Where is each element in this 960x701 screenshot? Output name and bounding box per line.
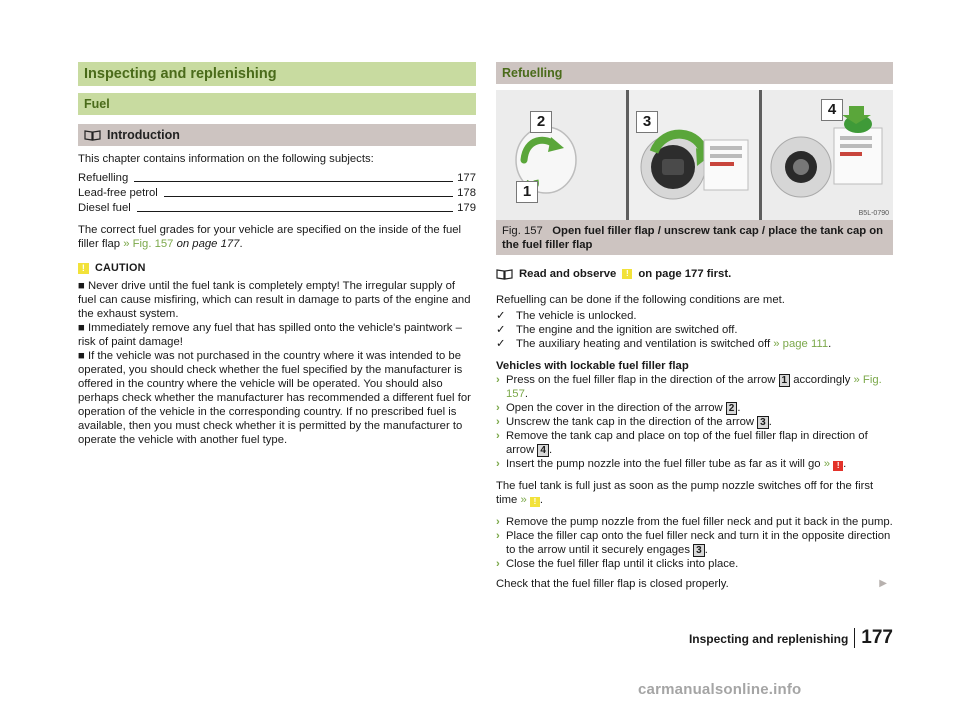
step-body: .: [768, 416, 772, 428]
step-body: .: [548, 444, 553, 456]
fig-page-ref: on page 177: [173, 238, 240, 250]
fig-reference-link[interactable]: » Fig. 157: [506, 374, 882, 400]
step-arrow-icon: ›: [496, 530, 500, 542]
condition-text: The vehicle is unlocked.: [516, 310, 637, 322]
check-icon: ✓: [496, 310, 506, 322]
left-column: [78, 62, 476, 447]
step-arrow-icon: ›: [496, 402, 500, 414]
watermark: carmanualsonline.info: [638, 681, 802, 698]
check-icon: ✓: [496, 324, 506, 336]
step-body: Press on the fuel filler flap in the direction of the arrow: [506, 374, 779, 386]
sentence-end: .: [843, 458, 847, 470]
page-reference-link[interactable]: » page 111: [773, 338, 829, 350]
arrow-number-badge: 3: [757, 416, 769, 429]
figure-number: Fig. 157: [502, 225, 543, 237]
book-icon: [84, 129, 101, 141]
steps-list: [496, 373, 893, 471]
read-observe-note: [496, 267, 893, 281]
page-footer: [689, 628, 893, 648]
warning-reference-link[interactable]: »: [823, 458, 831, 470]
toc-row[interactable]: [78, 200, 476, 215]
sentence-end: .: [524, 388, 528, 400]
sentence-end: .: [828, 338, 832, 350]
step-text: [506, 415, 772, 429]
list-item: [496, 373, 893, 401]
arrow-number-badge: 3: [693, 544, 705, 557]
caution-warning-icon[interactable]: !: [622, 269, 632, 279]
check-closed-body: Check that the fuel filler flap is closed properly.: [496, 578, 729, 590]
figure-caption: [496, 220, 893, 255]
fig-reference-link[interactable]: » Fig. 157: [123, 238, 174, 250]
list-item: [496, 401, 893, 415]
section-title: Inspecting and replenishing: [78, 62, 476, 86]
toc-label: Diesel fuel: [78, 202, 131, 214]
caution-warning-icon: !: [78, 263, 89, 274]
condition-text: The engine and the ignition are switched off.: [516, 324, 738, 336]
step-text: [506, 373, 893, 401]
read-suffix: on page 177 first.: [638, 268, 732, 280]
tank-full-text: [496, 479, 893, 507]
step-arrow-icon: ›: [496, 430, 500, 442]
toc-row[interactable]: [78, 170, 476, 185]
callout-label-2: 2: [530, 111, 552, 133]
step-arrow-icon: ›: [496, 516, 500, 528]
right-column: [496, 62, 893, 591]
list-item: [496, 323, 893, 337]
sentence-end: .: [239, 238, 243, 250]
caution-list: [78, 279, 476, 447]
toc-page: 177: [457, 172, 476, 184]
list-item: [496, 529, 893, 557]
list-item: [496, 415, 893, 429]
step-body: Remove the tank cap and place on top of the fuel filler flap in direction of arrow: [506, 430, 868, 456]
caution-reference-link[interactable]: »: [520, 494, 527, 506]
toc-leader: [137, 211, 453, 212]
step-text: [506, 457, 846, 471]
step-body: Insert the pump nozzle into the fuel filler tube as far as it will go: [506, 458, 824, 470]
condition-text: The auxiliary heating and ventilation is switched off: [516, 338, 774, 350]
intro-header: [78, 124, 476, 146]
toc-label: Lead-free petrol: [78, 187, 158, 199]
sentence-end: .: [539, 494, 544, 506]
continue-arrow-icon: ▶: [879, 578, 887, 589]
toc-list: [78, 170, 476, 215]
toc-leader: [164, 196, 453, 197]
step-arrow-icon: ›: [496, 374, 500, 386]
figure-caption-text: Open fuel filler flap / unscrew tank cap / place the tank cap on the fuel filler flap: [502, 225, 884, 251]
arrow-number-badge: 2: [726, 402, 738, 415]
caution-label: CAUTION: [95, 262, 146, 274]
caution-item: ■ Never drive until the fuel tank is completely empty! The irregular supply of fuel can cause misfiring, which can result in damage to parts of the engine and the exhaust system.: [78, 280, 471, 320]
step-text: [506, 429, 893, 457]
list-item: [496, 429, 893, 457]
step-body: Place the filler cap onto the fuel filler neck and turn it in the opposite direction to the arrow until it securely engages: [506, 530, 891, 556]
callout-label-4: 4: [821, 99, 843, 121]
intro-text: This chapter contains information on the following subjects:: [78, 153, 374, 165]
toc-row[interactable]: [78, 185, 476, 200]
list-item: [496, 337, 893, 351]
check-icon: ✓: [496, 338, 506, 350]
fuel-grades-body: The correct fuel grades for your vehicle are specified on the inside of the fuel filler flap: [78, 224, 462, 250]
callout-label-1: 1: [516, 181, 538, 203]
caution-header: [78, 261, 476, 275]
step-body: .: [737, 402, 741, 414]
list-item: [496, 309, 893, 323]
tank-full-body: The fuel tank is full just as soon as the pump nozzle switches off for the first time: [496, 480, 874, 506]
conditions-list: [496, 309, 893, 351]
arrow-number-badge: 4: [537, 444, 549, 457]
toc-label: Refuelling: [78, 172, 129, 184]
step-body: accordingly: [790, 374, 854, 386]
intro-title: Introduction: [107, 128, 180, 142]
figure-code: B5L-0790: [858, 210, 889, 217]
fuel-flap-figure: [496, 90, 893, 220]
step-body: Open the cover in the direction of the arrow: [506, 402, 726, 414]
book-icon: [496, 268, 513, 280]
list-item: [496, 457, 893, 471]
list-item: [496, 557, 893, 571]
toc-leader: [134, 181, 453, 182]
callout-label-3: 3: [636, 111, 658, 133]
step-body: .: [704, 544, 708, 556]
warning-icon[interactable]: !: [833, 461, 843, 471]
arrow-number-badge: 1: [779, 374, 791, 387]
footer-title: Inspecting and replenishing: [688, 632, 849, 646]
subsection-title: Fuel: [78, 93, 476, 115]
fuel-grades-text: [78, 223, 476, 251]
step-text: [506, 401, 741, 415]
caution-item: ■ Immediately remove any fuel that has spilled onto the vehicle's paintwork – risk of paint damage!: [78, 322, 462, 348]
step-arrow-icon: ›: [496, 458, 500, 470]
read-prefix: Read and observe: [519, 268, 617, 280]
list-item: [496, 515, 893, 529]
conditions-intro: Refuelling can be done if the following conditions are met.: [496, 294, 785, 306]
check-closed-text: [496, 577, 893, 591]
toc-page: 179: [457, 202, 476, 214]
toc-page: 178: [457, 187, 476, 199]
steps-list-2: [496, 515, 893, 571]
lockable-heading: Vehicles with lockable fuel filler flap: [496, 360, 689, 372]
step-text: Close the fuel filler flap until it clicks into place.: [506, 558, 739, 570]
step-arrow-icon: ›: [496, 558, 500, 570]
step-arrow-icon: ›: [496, 416, 500, 428]
step-text: [506, 529, 893, 557]
step-body: Unscrew the tank cap in the direction of the arrow: [506, 416, 758, 428]
caution-item: ■ If the vehicle was not purchased in the country where it was intended to be operated, you should check whether the fuel specified by the manufacturer is offered in the country where the vehicle will be operated. You should also perhaps check whether the manufacturer has recommended a different fuel for operation of the vehicle in the corresponding country. If no prescribed fuel is available, then you must check whether it is permitted by the manufacturer to operate the vehicle with another fuel type.: [78, 350, 471, 446]
condition-line: [516, 337, 831, 351]
step-text: Remove the pump nozzle from the fuel filler neck and put it back in the pump.: [506, 516, 893, 528]
footer-divider: [854, 628, 855, 648]
page-number: 177: [861, 627, 893, 648]
caution-warning-icon[interactable]: !: [530, 497, 540, 507]
refuelling-title: Refuelling: [496, 62, 893, 84]
